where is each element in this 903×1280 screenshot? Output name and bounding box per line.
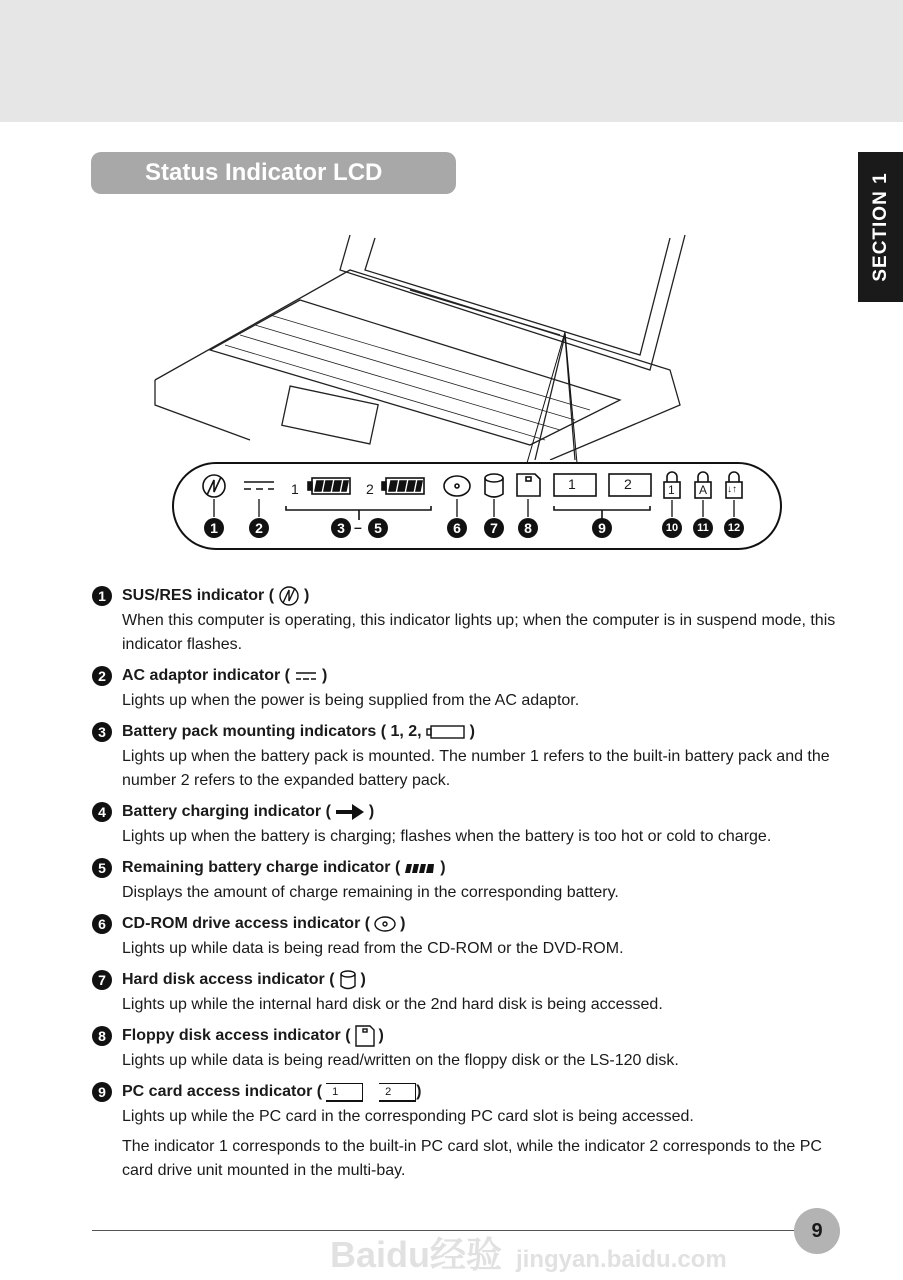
entry-1 <box>92 583 852 657</box>
pc-card-icon <box>322 1083 416 1102</box>
entry-description: Lights up while the internal hard disk or the 2nd hard disk is being accessed. <box>122 996 663 1013</box>
entry-6 <box>92 911 852 961</box>
cd-icon <box>370 915 400 933</box>
dc-icon <box>290 669 322 683</box>
entry-title-close: ) <box>469 723 475 740</box>
entry-description: Lights up when the power is being supplied from the AC adaptor. <box>122 692 580 709</box>
indicator-descriptions <box>92 583 852 1189</box>
entry-title: Battery charging indicator ( <box>122 803 331 820</box>
callout-8: 8 <box>518 518 538 538</box>
pc-card-1-icon: 1 <box>326 1083 363 1102</box>
arrow-right-icon <box>331 803 369 821</box>
hdd-icon <box>335 969 361 991</box>
page-title: Status Indicator LCD <box>91 152 456 194</box>
entry-number: 1 <box>92 586 112 606</box>
entry-8 <box>92 1023 852 1073</box>
entry-description: Lights up while data is being read/written on the floppy disk or the LS-120 disk. <box>122 1052 679 1069</box>
power-icon <box>203 475 225 497</box>
hdd-icon <box>485 474 503 497</box>
power-icon <box>274 585 304 607</box>
watermark-logo-text: Baidu经验 <box>330 1234 503 1275</box>
entry-title: CD-ROM drive access indicator ( <box>122 915 371 932</box>
dc-icon <box>244 482 274 489</box>
entry-number: 7 <box>92 970 112 990</box>
entry-number: 8 <box>92 1026 112 1046</box>
entry-description: When this computer is operating, this indicator lights up; when the computer is in suspend mode, this indicator flashes. <box>122 612 836 653</box>
callout-1: 1 <box>204 518 224 538</box>
entry-5 <box>92 855 852 905</box>
indicator-panel <box>172 462 782 550</box>
callout-10: 10 <box>662 518 682 538</box>
entry-number: 2 <box>92 666 112 686</box>
callout-7: 7 <box>484 518 504 538</box>
lock-num-label: 1 <box>668 483 675 497</box>
entry-description: Lights up while the PC card in the corresponding PC card slot is being accessed. <box>122 1108 694 1125</box>
battery-2-label: 2 <box>366 481 374 497</box>
entry-title: PC card access indicator ( <box>122 1083 323 1100</box>
entry-description: The indicator 1 corresponds to the built-in PC card slot, while the indicator 2 corresponds to the PC card drive unit mounted in the multi-bay. <box>122 1138 822 1179</box>
callout-11: 11 <box>693 518 713 538</box>
entry-7 <box>92 967 852 1017</box>
pc-slot-2-label: 2 <box>624 476 632 492</box>
entry-description: Lights up when the battery pack is mounted. The number 1 refers to the built-in battery pack and the number 2 refers to the expanded battery pack. <box>122 748 830 789</box>
entry-title: Remaining battery charge indicator ( <box>122 859 401 876</box>
section-tab-label: SECTION 1 <box>869 172 891 282</box>
entry-9 <box>92 1079 852 1183</box>
entry-number: 5 <box>92 858 112 878</box>
entry-title: SUS/RES indicator ( <box>122 587 275 604</box>
callout-lines <box>525 330 585 465</box>
callout-5: 5 <box>368 518 388 538</box>
cd-icon <box>444 476 470 496</box>
page-number: 9 <box>794 1208 840 1254</box>
range-dash: – <box>354 519 362 535</box>
entry-number: 6 <box>92 914 112 934</box>
entry-title: AC adaptor indicator ( <box>122 667 291 684</box>
entry-title-close: ) <box>304 587 310 604</box>
top-band <box>0 0 903 122</box>
entry-title: Floppy disk access indicator ( <box>122 1027 351 1044</box>
watermark <box>330 1236 727 1279</box>
entry-title-close: ) <box>416 1083 422 1100</box>
callout-2: 2 <box>249 518 269 538</box>
charge-bars-icon <box>400 862 440 874</box>
watermark-url: jingyan.baidu.com <box>516 1246 727 1273</box>
pc-slot-1-label: 1 <box>568 476 576 492</box>
entry-title-close: ) <box>368 803 375 820</box>
entry-number: 9 <box>92 1082 112 1102</box>
entry-3 <box>92 719 852 793</box>
floppy-icon <box>517 474 540 496</box>
entry-description: Lights up when the battery is charging; flashes when the battery is too hot or cold to charge. <box>122 828 772 845</box>
footer-rule <box>92 1230 812 1231</box>
entry-title-close: ) <box>322 667 328 684</box>
pc-card-2-icon: 2 <box>379 1083 416 1102</box>
battery-outline-icon <box>422 723 470 741</box>
callout-6: 6 <box>447 518 467 538</box>
entry-2 <box>92 663 852 713</box>
entry-description: Lights up while data is being read from the CD-ROM or the DVD-ROM. <box>122 940 624 957</box>
floppy-icon <box>351 1025 379 1047</box>
callout-12: 12 <box>724 518 744 538</box>
entry-title-close: ) <box>378 1027 384 1044</box>
lock-scroll-label: ↓↑ <box>727 484 737 495</box>
entry-title-close: ) <box>400 915 406 932</box>
lock-caps-label: A <box>699 483 708 497</box>
entry-title-close: ) <box>360 971 366 988</box>
battery-1-label: 1 <box>291 481 299 497</box>
entry-number: 4 <box>92 802 112 822</box>
entry-description: Displays the amount of charge remaining in the corresponding battery. <box>122 884 619 901</box>
entry-title: Battery pack mounting indicators ( 1, 2, <box>122 723 422 740</box>
entry-title-close: ) <box>440 859 446 876</box>
section-tab <box>858 152 903 302</box>
laptop-illustration <box>150 230 690 460</box>
callout-3: 3 <box>331 518 351 538</box>
callout-9: 9 <box>592 518 612 538</box>
entry-number: 3 <box>92 722 112 742</box>
entry-4 <box>92 799 852 849</box>
entry-title: Hard disk access indicator ( <box>122 971 335 988</box>
